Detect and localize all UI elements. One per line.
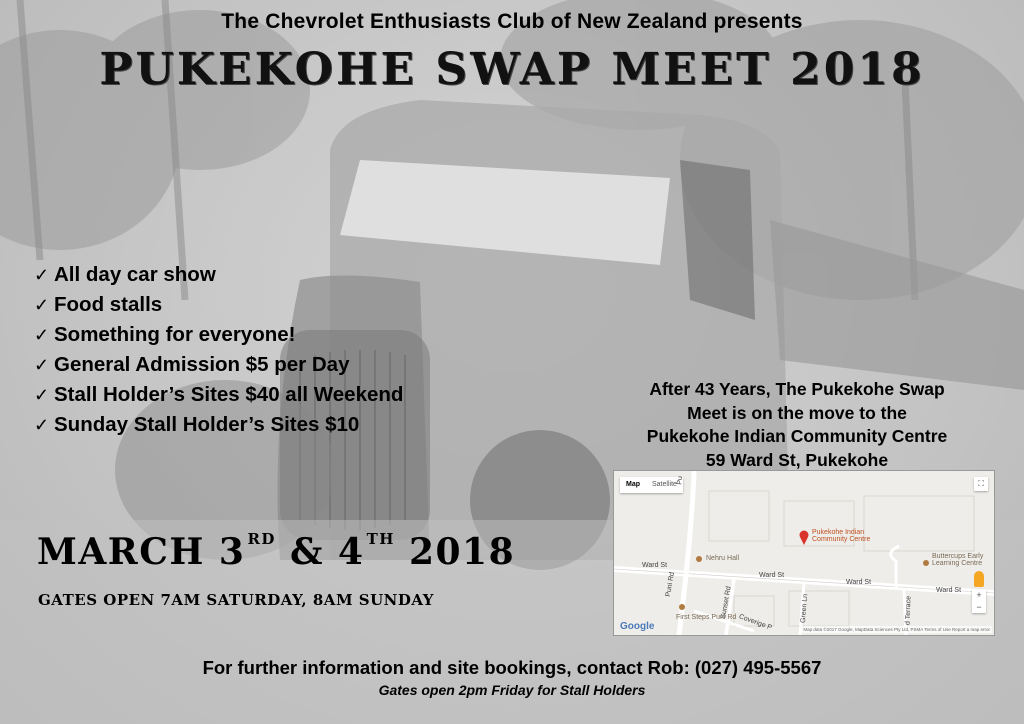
google-logo: Google (620, 621, 655, 632)
feature-item: ✓ All day car show (34, 260, 403, 290)
event-date: MARCH 3 $^{RD}$ & 4 $^{TH}$ 2018 (37, 530, 516, 573)
check-icon: ✓ (34, 295, 50, 315)
map-label-pu: Pu (676, 475, 685, 486)
feature-item: ✓ Sunday Stall Holder’s Sites $10 (34, 410, 403, 440)
map-label-nehru-hall: Nehru Hall (706, 555, 740, 562)
map-label-first-steps: First Steps Puni Rd (676, 614, 737, 621)
nehru-hall-marker (696, 556, 702, 562)
map-attribution[interactable]: Map data ©2017 Google, MapData Sciences Pty Ltd, PSMA Terms of Use Report a map error (803, 627, 990, 632)
map-label-coverige: Coverige P (737, 613, 773, 632)
check-icon: ✓ (34, 355, 50, 375)
check-icon: ✓ (34, 265, 50, 285)
check-icon: ✓ (34, 325, 50, 345)
pegman-icon[interactable] (974, 571, 984, 587)
gates-open-times: GATES OPEN 7AM SATURDAY, 8AM SUNDAY (38, 591, 435, 609)
contact-info: For further information and site bookings, contact Rob: (027) 495-5567 (202, 657, 822, 678)
map-label-ward-st-4: Ward St (936, 587, 962, 594)
first-steps-marker (679, 604, 685, 610)
tab-map[interactable]: Map (626, 481, 640, 488)
map-type-tabs (620, 477, 683, 493)
friday-note: Gates open 2pm Friday for Stall Holders (378, 682, 646, 698)
map-label-ward-st-1: Ward St (642, 562, 668, 569)
check-icon: ✓ (34, 385, 50, 405)
presenter-line: The Chevrolet Enthusiasts Club of New Zealand presents (221, 10, 803, 33)
relocation-notice: After 43 Years, The Pukekohe Swap Meet is on the move to the Pukekohe Indian Community Centre 59 Ward St, Pukekohe (646, 379, 948, 470)
event-title: PUKEKOHE SWAP MEET 2018 (99, 44, 925, 95)
fullscreen-icon[interactable]: ⛶ (974, 477, 988, 491)
feature-item: ✓ Stall Holder’s Sites $40 all Weekend (34, 380, 403, 410)
feature-list (34, 260, 403, 440)
feature-item: ✓ Something for everyone! (34, 320, 403, 350)
feature-item: ✓ General Admission $5 per Day (34, 350, 403, 380)
map-label-ward-st-2: Ward St (759, 572, 785, 579)
tab-satellite[interactable]: Satellite (652, 481, 677, 488)
map-label-puni-rd: Puni Rd (664, 571, 677, 598)
buttercups-marker (923, 560, 929, 566)
feature-item: ✓ Food stalls (34, 290, 403, 320)
map-label-community-centre: Pukekohe Indian Community Centre (812, 529, 871, 543)
location-map[interactable] (613, 470, 995, 636)
map-label-ward-st-3: Ward St (846, 579, 872, 586)
zoom-in-button[interactable]: + (976, 590, 982, 600)
map-label-sunset-rd: Sunset Rd (720, 585, 733, 620)
check-icon: ✓ (34, 415, 50, 435)
zoom-out-button[interactable]: − (976, 602, 982, 612)
zoom-controls (972, 589, 986, 613)
map-label-terrace: d Terrace (904, 595, 913, 626)
map-label-green-ln: Green Ln (799, 593, 810, 624)
map-label-buttercups: Buttercups Early Learning Centre (932, 553, 984, 567)
